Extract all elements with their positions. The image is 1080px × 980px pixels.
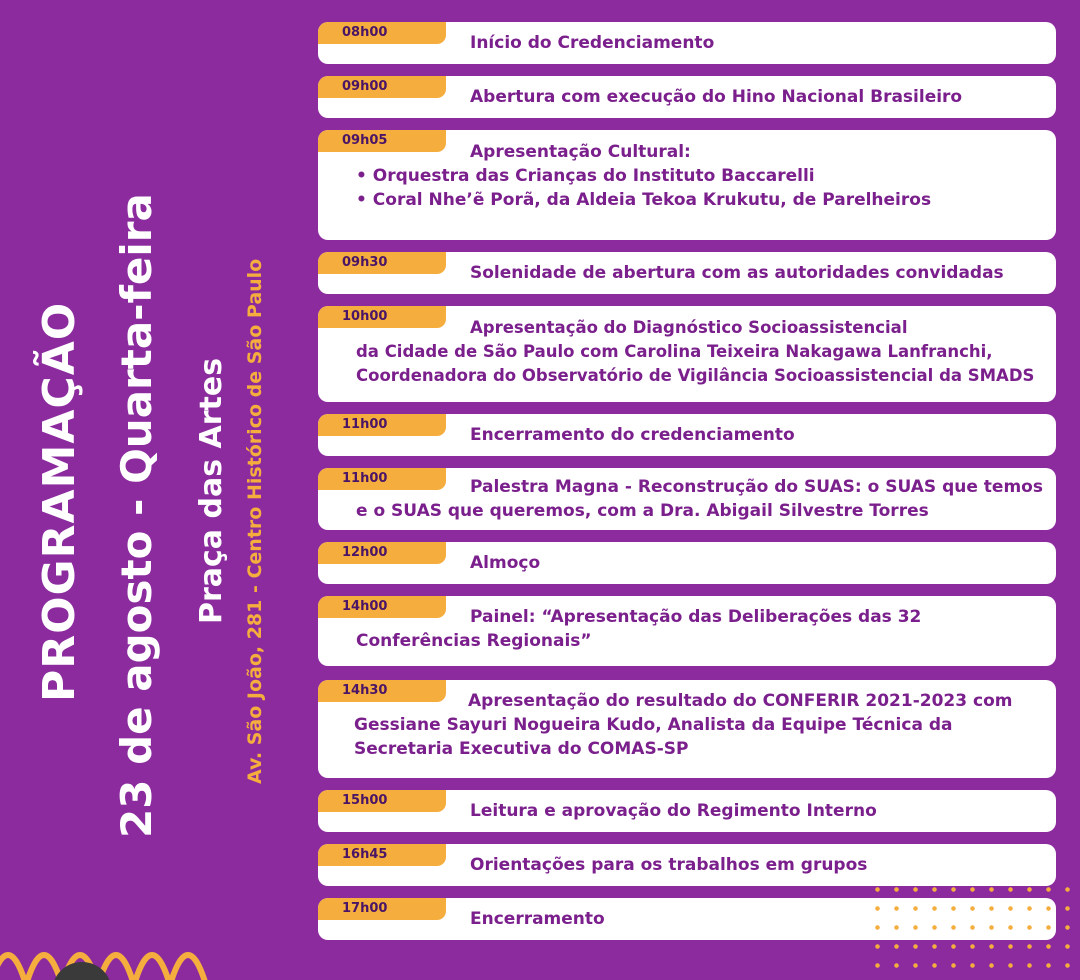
time-badge: 10h00 <box>318 306 446 328</box>
schedule-item <box>318 130 1056 240</box>
schedule-description: Abertura com execução do Hino Nacional Brasileiro <box>470 87 963 107</box>
schedule-item <box>318 680 1056 778</box>
venue-name: Praça das Artes <box>194 357 229 624</box>
time-badge: 11h00 <box>318 414 446 436</box>
schedule-item <box>318 790 1056 832</box>
decorative-dot-pattern <box>868 880 1080 980</box>
schedule-item <box>318 306 1056 402</box>
venue-address: Av. São João, 281 - Centro Histórico de São Paulo <box>244 258 266 784</box>
schedule-description: Encerramento do credenciamento <box>470 425 795 445</box>
time-badge: 14h00 <box>318 596 446 618</box>
schedule-item <box>318 414 1056 456</box>
schedule-description: Apresentação Cultural: • Orquestra das Crianças do Instituto Baccarelli • Coral Nhe’ẽ Porã, da Aldeia Tekoa Krukutu, de Parelheiros <box>356 142 932 210</box>
schedule-description: Painel: “Apresentação das Deliberações das 32 Conferências Regionais” <box>356 607 922 651</box>
schedule-description: Início do Credenciamento <box>470 33 715 53</box>
schedule-item <box>318 542 1056 584</box>
time-badge: 08h00 <box>318 22 446 44</box>
event-date: 23 de agosto - Quarta-feira <box>112 193 161 838</box>
schedule-description: Solenidade de abertura com as autoridades convidadas <box>470 263 1004 283</box>
time-badge: 16h45 <box>318 844 446 866</box>
time-badge: 09h00 <box>318 76 446 98</box>
time-badge: 12h00 <box>318 542 446 564</box>
schedule-item <box>318 468 1056 530</box>
time-badge: 17h00 <box>318 898 446 920</box>
schedule-description: Apresentação do resultado do CONFERIR 2021-2023 com Gessiane Sayuri Nogueira Kudo, Analista da Equipe Técnica da Secretaria Executiva do COMAS-SP <box>354 691 1013 759</box>
time-badge: 11h00 <box>318 468 446 490</box>
schedule-description: Apresentação do Diagnóstico Socioassistencial da Cidade de São Paulo com Carolina Teixeira Nakagawa Lanfranchi, Coordenadora do Observatório de Vigilância Socioassistencial da SMADS <box>356 318 1035 385</box>
time-badge: 09h30 <box>318 252 446 274</box>
time-badge: 15h00 <box>318 790 446 812</box>
schedule-description: Encerramento <box>470 909 605 929</box>
time-badge: 09h05 <box>318 130 446 152</box>
decorative-wave-icon <box>0 925 220 980</box>
schedule-description: Almoço <box>470 553 541 573</box>
schedule-description: Orientações para os trabalhos em grupos <box>470 855 868 875</box>
schedule-item <box>318 76 1056 118</box>
schedule-item <box>318 252 1056 294</box>
schedule-item <box>318 22 1056 64</box>
schedule-description: Leitura e aprovação do Regimento Interno <box>470 801 877 821</box>
time-badge: 14h30 <box>318 680 446 702</box>
schedule-item <box>318 596 1056 666</box>
programacao-title: PROGRAMAÇÃO <box>34 301 85 702</box>
schedule-description: Palestra Magna - Reconstrução do SUAS: o SUAS que temos e o SUAS que queremos, com a Dra. Abigail Silvestre Torres <box>356 477 1043 521</box>
